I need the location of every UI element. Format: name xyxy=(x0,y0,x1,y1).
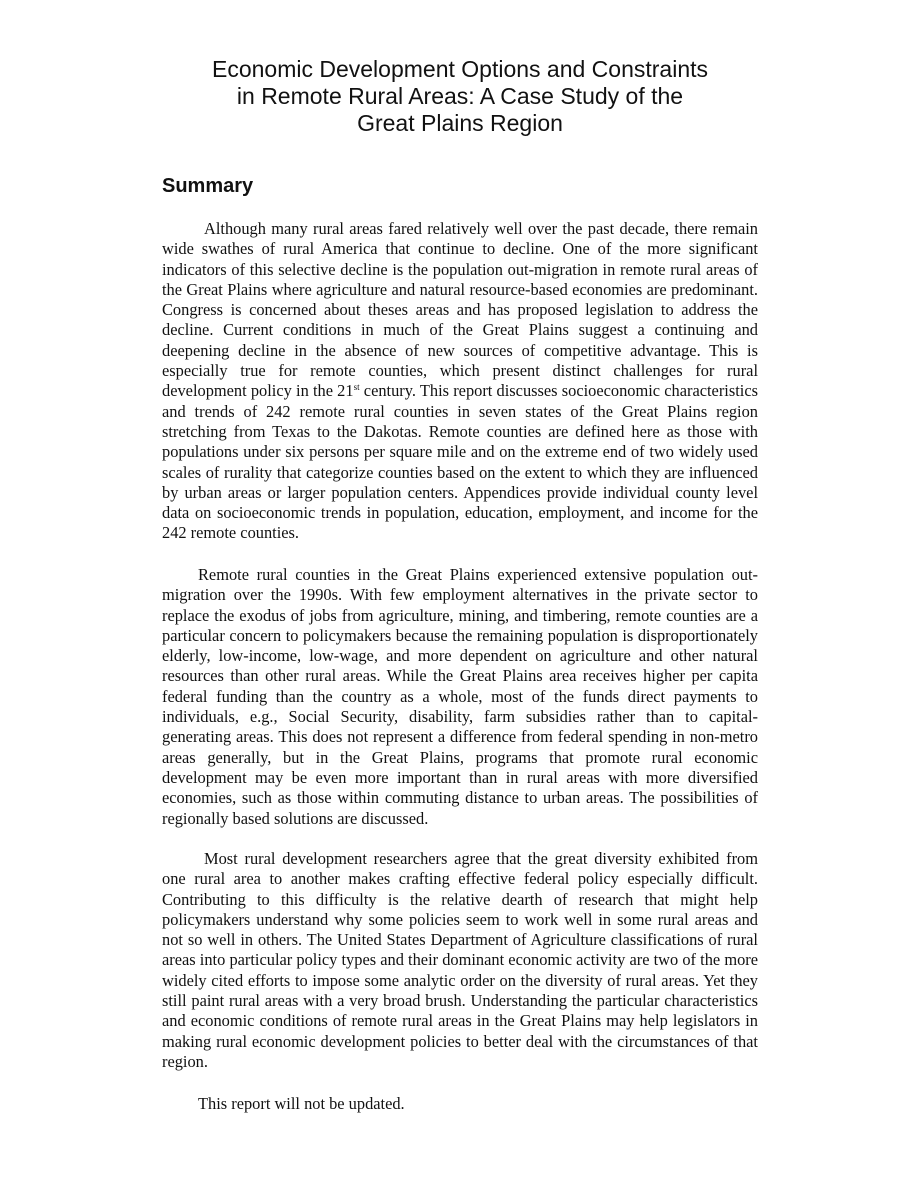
paragraph-text: Although many rural areas fared relatively well over the past decade, there remain wide swathes of rural America that continue to decline. One of the more significant indicators of this selective decline is the population out-migration in remote rural areas of the Great Plains where agriculture and natural resource-based economies are predominant. Congress is concerned about theses areas and has proposed legislation to address the decline. Current conditions in much of the Great Plains suggest a continuing and deepening decline in the absence of new sources of competitive advantage. This is especially true for remote counties, which present distinct challenges for rural development policy in the 21 xyxy=(162,219,758,401)
title-line: Great Plains Region xyxy=(357,110,563,136)
title-line: in Remote Rural Areas: A Case Study of the xyxy=(236,83,684,109)
summary-paragraph: Most rural development researchers agree that the great diversity exhibited from one rural area to another makes crafting effective federal policy especially difficult. Contributing to this difficulty is the relative dearth of research that might help policymakers understand why some policies seem to work well in some rural areas and not so well in others. The United States Department of Agriculture classifications of rural areas into particular policy types and their dominant economic activity are two of the more widely cited efforts to impose some analytic order on the diversity of rural areas. Yet they still paint rural areas with a very broad brush. Understanding the particular characteristics and economic conditions of remote rural areas in the Great Plains may help legislators in making rural economic development policies to better deal with the circumstances of that region. xyxy=(162,849,758,1071)
summary-paragraph xyxy=(162,219,758,544)
title-line: Economic Development Options and Constraints xyxy=(211,56,709,82)
summary-paragraph: Remote rural counties in the Great Plains experienced extensive population out-migration over the 1990s. With few employment alternatives in the private sector to replace the exodus of jobs from agriculture, mining, and timbering, remote counties are a particular concern to policymakers because the remaining population is disproportionately elderly, low-income, low-wage, and more dependent on agriculture and other natural resources than other rural areas. While the Great Plains area receives higher per capita federal funding than the country as a whole, most of the funds direct payments to individuals, e.g., Social Security, disability, farm subsidies rather than to capital-generating areas. This does not represent a difference from federal spending in non-metro areas generally, but in the Great Plains, programs that promote rural economic development may be even more important than in rural areas with more diversified economies, such as those within commuting distance to urban areas. The possibilities of regionally based solutions are discussed. xyxy=(162,565,758,828)
section-heading: Summary xyxy=(162,175,254,197)
document-title xyxy=(160,56,760,137)
update-note: This report will not be updated. xyxy=(198,1094,405,1113)
superscript: st xyxy=(353,382,360,393)
paragraph-text: century. This report discusses socioeconomic characteristics and trends of 242 remote rural counties in seven states of the Great Plains region stretching from Texas to the Dakotas. Remote counties are defined here as those with populations under six persons per square mile and on the extreme end of two widely used scales of rurality that categorize counties based on the extent to which they are influenced by urban areas or larger population centers. Appendices provide individual county level data on socioeconomic trends in population, education, employment, and income for the 242 remote counties. xyxy=(162,381,758,543)
